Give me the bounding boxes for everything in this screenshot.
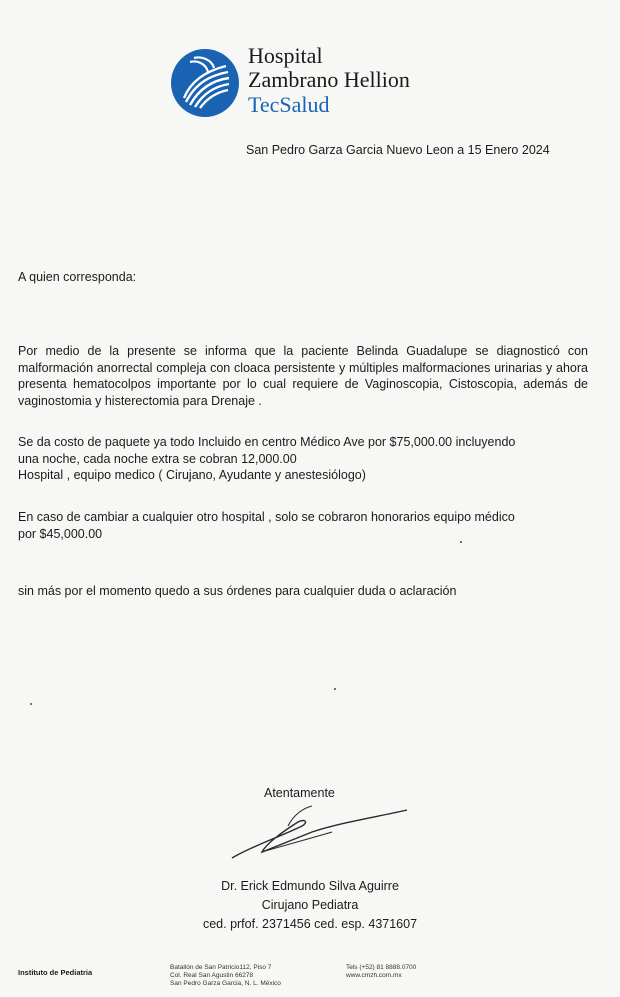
- signer-credentials: ced. prfof. 2371456 ced. esp. 4371607: [202, 917, 418, 931]
- letter-paragraph-2: [18, 434, 588, 484]
- brand-line-3: TecSalud: [248, 92, 330, 117]
- paragraph-2-line-3: Hospital , equipo medico ( Cirujano, Ayudante y anestesiólogo): [18, 468, 366, 482]
- footer-address: [170, 964, 281, 988]
- paragraph-2-line-2: una noche, cada noche extra se cobran 12,000.00: [18, 451, 297, 466]
- scan-speck: [30, 703, 32, 705]
- brand-line-2: Zambrano Hellion: [248, 67, 410, 92]
- signer-title: Cirujano Pediatra: [261, 898, 359, 912]
- letter-paragraph-1: Por medio de la presente se informa que la paciente Belinda Guadalupe se diagnosticó con malformación anorrectal compleja con cloaca persistente y múltiples malformaciones urinarias y ahora presenta hematocolpos importante por lo cual requiere de Vaginoscopia, Cistoscopia, además de vaginostomia y histerectomia para Drenaje .: [18, 344, 588, 408]
- signer-name: Dr. Erick Edmundo Silva Aguirre: [221, 879, 399, 893]
- footer-institute: Instituto de Pediatria: [18, 968, 93, 977]
- footer-phone: Tels (+52) 81 8888.0700: [346, 964, 417, 971]
- scan-speck: [460, 541, 462, 543]
- letter-paragraph-4: sin más por el momento quedo a sus órdenes para cualquier duda o aclaración: [18, 584, 457, 598]
- footer-website: www.cmzh.com.mx: [346, 972, 402, 979]
- footer-address-line-3: San Pedro Garza Garcia, N. L. México: [170, 980, 281, 987]
- letter-date: San Pedro Garza Garcia Nuevo Leon a 15 Enero 2024: [246, 143, 550, 157]
- paragraph-3-line-2: por $45,000.00: [18, 526, 103, 541]
- paragraph-2-line-1: Se da costo de paquete ya todo Incluido en centro Médico Ave por $75,000.00 incluyendo: [18, 435, 516, 449]
- footer-address-line-2: Col. Real San Agustin 66278: [170, 972, 254, 979]
- flame-wave-logo-icon: [170, 48, 240, 118]
- brand-line-1: Hospital: [248, 43, 323, 68]
- footer-address-line-1: Batallón de San Patricio112, Piso 7: [170, 964, 272, 971]
- footer-contact: [346, 964, 416, 980]
- paragraph-3-line-1: En caso de cambiar a cualquier otro hospital , solo se cobraron honorarios equipo médico: [18, 510, 515, 524]
- letter-closing: Atentamente: [264, 786, 335, 800]
- handwritten-signature: [222, 796, 412, 866]
- hospital-brand: [248, 44, 410, 118]
- letter-paragraph-3: [18, 509, 588, 542]
- scan-speck: [334, 688, 336, 690]
- letter-greeting: A quien corresponda:: [18, 270, 137, 284]
